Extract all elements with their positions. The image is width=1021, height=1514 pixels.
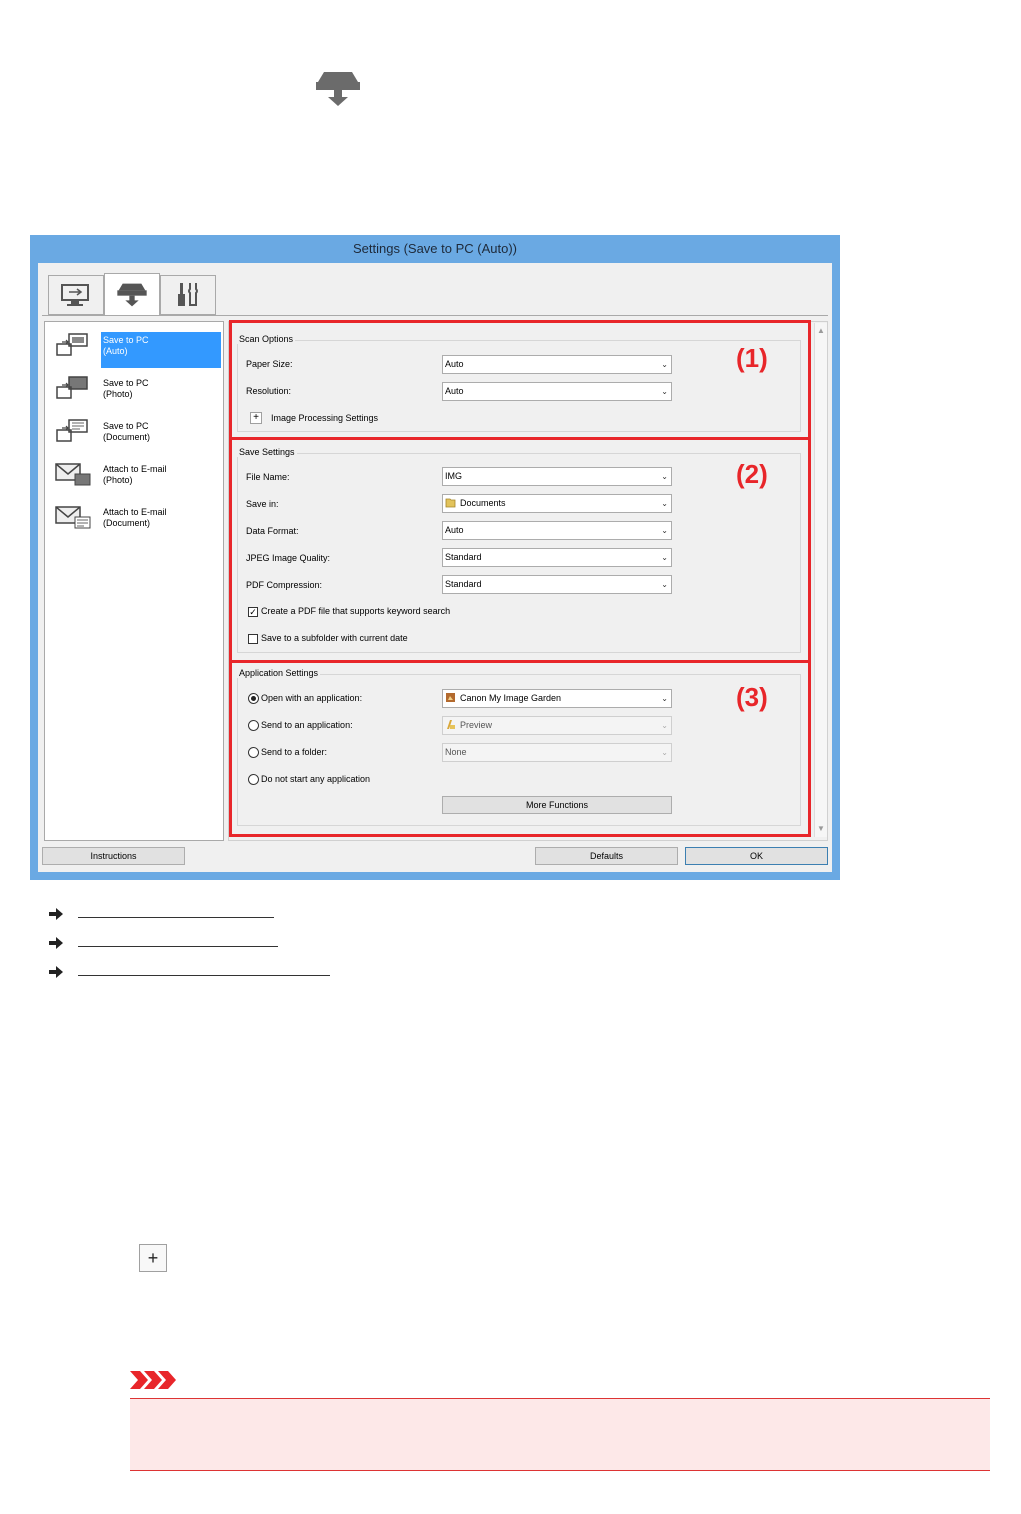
chevron-down-icon: ⌄: [661, 748, 668, 757]
jpeg-quality-value: Standard: [445, 552, 482, 562]
instructions-button[interactable]: Instructions: [42, 847, 185, 865]
jpeg-quality-select[interactable]: [442, 548, 672, 567]
chevron-down-icon: ⌄: [661, 694, 668, 703]
data-format-label: Data Format:: [246, 526, 299, 536]
file-name-combobox[interactable]: [442, 467, 672, 486]
image-processing-label: Image Processing Settings: [271, 413, 379, 423]
dialog-client-area: [38, 263, 832, 872]
application-settings-title: Application Settings: [239, 668, 319, 678]
save-in-select[interactable]: [442, 494, 672, 513]
list-item-save-to-pc-auto[interactable]: [45, 324, 223, 368]
chevron-down-icon: ⌄: [661, 526, 668, 535]
tab-scan-from-operation-panel[interactable]: [104, 273, 160, 316]
subfolder-label: Save to a subfolder with current date: [261, 633, 408, 643]
link-underline: [78, 917, 274, 918]
defaults-button[interactable]: Defaults: [535, 847, 678, 865]
open-with-app-radio[interactable]: [248, 693, 259, 704]
ok-button[interactable]: OK: [685, 847, 828, 865]
list-item-label-line1: Save to PC: [103, 421, 149, 431]
keyword-search-label: Create a PDF file that supports keyword search: [261, 606, 451, 616]
save-to-pc-auto-icon: [53, 330, 93, 362]
jpeg-quality-label: JPEG Image Quality:: [246, 553, 331, 563]
list-item-save-to-pc-photo[interactable]: [45, 367, 223, 411]
scan-from-operation-panel-icon: [314, 68, 362, 110]
arrow-right-icon: [48, 907, 64, 921]
chevron-down-icon: ⌄: [661, 387, 668, 396]
general-settings-icon: [175, 281, 201, 309]
link-row-2[interactable]: [48, 934, 278, 952]
vertical-scrollbar[interactable]: [814, 323, 827, 837]
documents-folder-icon: [445, 497, 456, 508]
link-row-3[interactable]: [48, 963, 338, 981]
resolution-label: Resolution:: [246, 386, 292, 396]
resolution-select[interactable]: [442, 382, 672, 401]
save-in-value: Documents: [460, 498, 506, 508]
chevron-down-icon: ⌄: [661, 553, 668, 562]
scan-type-list: [44, 321, 224, 841]
pdf-compression-select[interactable]: [442, 575, 672, 594]
save-to-pc-document-icon: [53, 416, 93, 448]
send-to-folder-radio[interactable]: [248, 747, 259, 758]
list-item-attach-email-document[interactable]: [45, 496, 223, 540]
link-underline: [78, 946, 278, 947]
callout-label-3: (3): [736, 682, 768, 712]
dialog-title: Settings (Save to PC (Auto)): [352, 241, 517, 256]
chevron-down-icon: ⌄: [661, 580, 668, 589]
link-row-1[interactable]: [48, 905, 278, 923]
important-icon: [130, 1371, 180, 1389]
data-format-value: Auto: [445, 525, 464, 535]
save-settings-title: Save Settings: [239, 447, 295, 457]
tab-divider: [42, 315, 828, 316]
link-underline: [78, 975, 330, 976]
list-item-label-line2: (Document): [103, 432, 151, 442]
send-to-folder-select[interactable]: [442, 743, 672, 762]
do-not-start-radio[interactable]: [248, 774, 259, 785]
settings-dialog: [30, 235, 840, 880]
file-name-value: IMG: [445, 471, 462, 481]
open-with-app-label: Open with an application:: [261, 693, 363, 703]
resolution-value: Auto: [445, 386, 464, 396]
preview-app-icon: [445, 719, 456, 730]
canon-my-image-garden-icon: [445, 692, 456, 703]
tab-general-settings[interactable]: [160, 275, 216, 315]
scroll-up-icon[interactable]: ▲: [817, 326, 825, 335]
open-with-app-select[interactable]: [442, 689, 672, 708]
expand-image-processing-button[interactable]: +: [250, 412, 262, 424]
subfolder-checkbox[interactable]: [248, 634, 258, 644]
pdf-compression-value: Standard: [445, 579, 482, 589]
chevron-down-icon: ⌄: [661, 499, 668, 508]
save-to-pc-photo-icon: [53, 373, 93, 405]
send-to-app-label: Send to an application:: [261, 720, 353, 730]
open-with-app-value: Canon My Image Garden: [460, 693, 562, 703]
list-item-save-to-pc-document[interactable]: [45, 410, 223, 454]
list-item-label-line2: (Auto): [103, 346, 128, 356]
arrow-right-icon: [48, 936, 64, 950]
list-item-label-line1: Save to PC: [103, 378, 149, 388]
attach-email-photo-icon: [53, 459, 93, 491]
attach-email-document-icon: [53, 502, 93, 534]
send-to-app-select[interactable]: [442, 716, 672, 735]
important-note-box: [130, 1398, 990, 1471]
expand-plus-icon: +: [139, 1244, 167, 1272]
arrow-right-icon: [48, 965, 64, 979]
more-functions-button[interactable]: More Functions: [442, 796, 672, 814]
list-item-label-line2: (Photo): [103, 389, 133, 399]
tab-scan-from-computer[interactable]: [48, 275, 104, 315]
paper-size-value: Auto: [445, 359, 464, 369]
callout-label-1: (1): [736, 343, 768, 373]
list-item-label-line1: Attach to E-mail: [103, 507, 167, 517]
chevron-down-icon: ⌄: [661, 721, 668, 730]
chevron-down-icon: ⌄: [661, 472, 668, 481]
send-to-folder-label: Send to a folder:: [261, 747, 328, 757]
data-format-select[interactable]: [442, 521, 672, 540]
chevron-down-icon: ⌄: [661, 360, 668, 369]
scroll-down-icon[interactable]: ▼: [817, 824, 825, 833]
paper-size-select[interactable]: [442, 355, 672, 374]
send-to-app-radio[interactable]: [248, 720, 259, 731]
save-in-label: Save in:: [246, 499, 279, 509]
scan-from-operation-panel-icon: [116, 281, 148, 309]
file-name-label: File Name:: [246, 472, 290, 482]
pdf-compression-label: PDF Compression:: [246, 580, 323, 590]
do-not-start-label: Do not start any application: [261, 774, 371, 784]
list-item-label-line2: (Document): [103, 518, 151, 528]
list-item-label-line1: Save to PC: [103, 335, 149, 345]
scan-options-title: Scan Options: [239, 334, 294, 344]
list-item-attach-email-photo[interactable]: [45, 453, 223, 497]
keyword-search-checkbox[interactable]: ✓: [249, 607, 257, 617]
callout-label-2: (2): [736, 459, 768, 489]
scan-from-computer-icon: [59, 282, 93, 308]
paper-size-label: Paper Size:: [246, 359, 293, 369]
list-item-label-line1: Attach to E-mail: [103, 464, 167, 474]
send-to-app-value: Preview: [460, 720, 493, 730]
list-item-label-line2: (Photo): [103, 475, 133, 485]
send-to-folder-value: None: [445, 747, 467, 757]
